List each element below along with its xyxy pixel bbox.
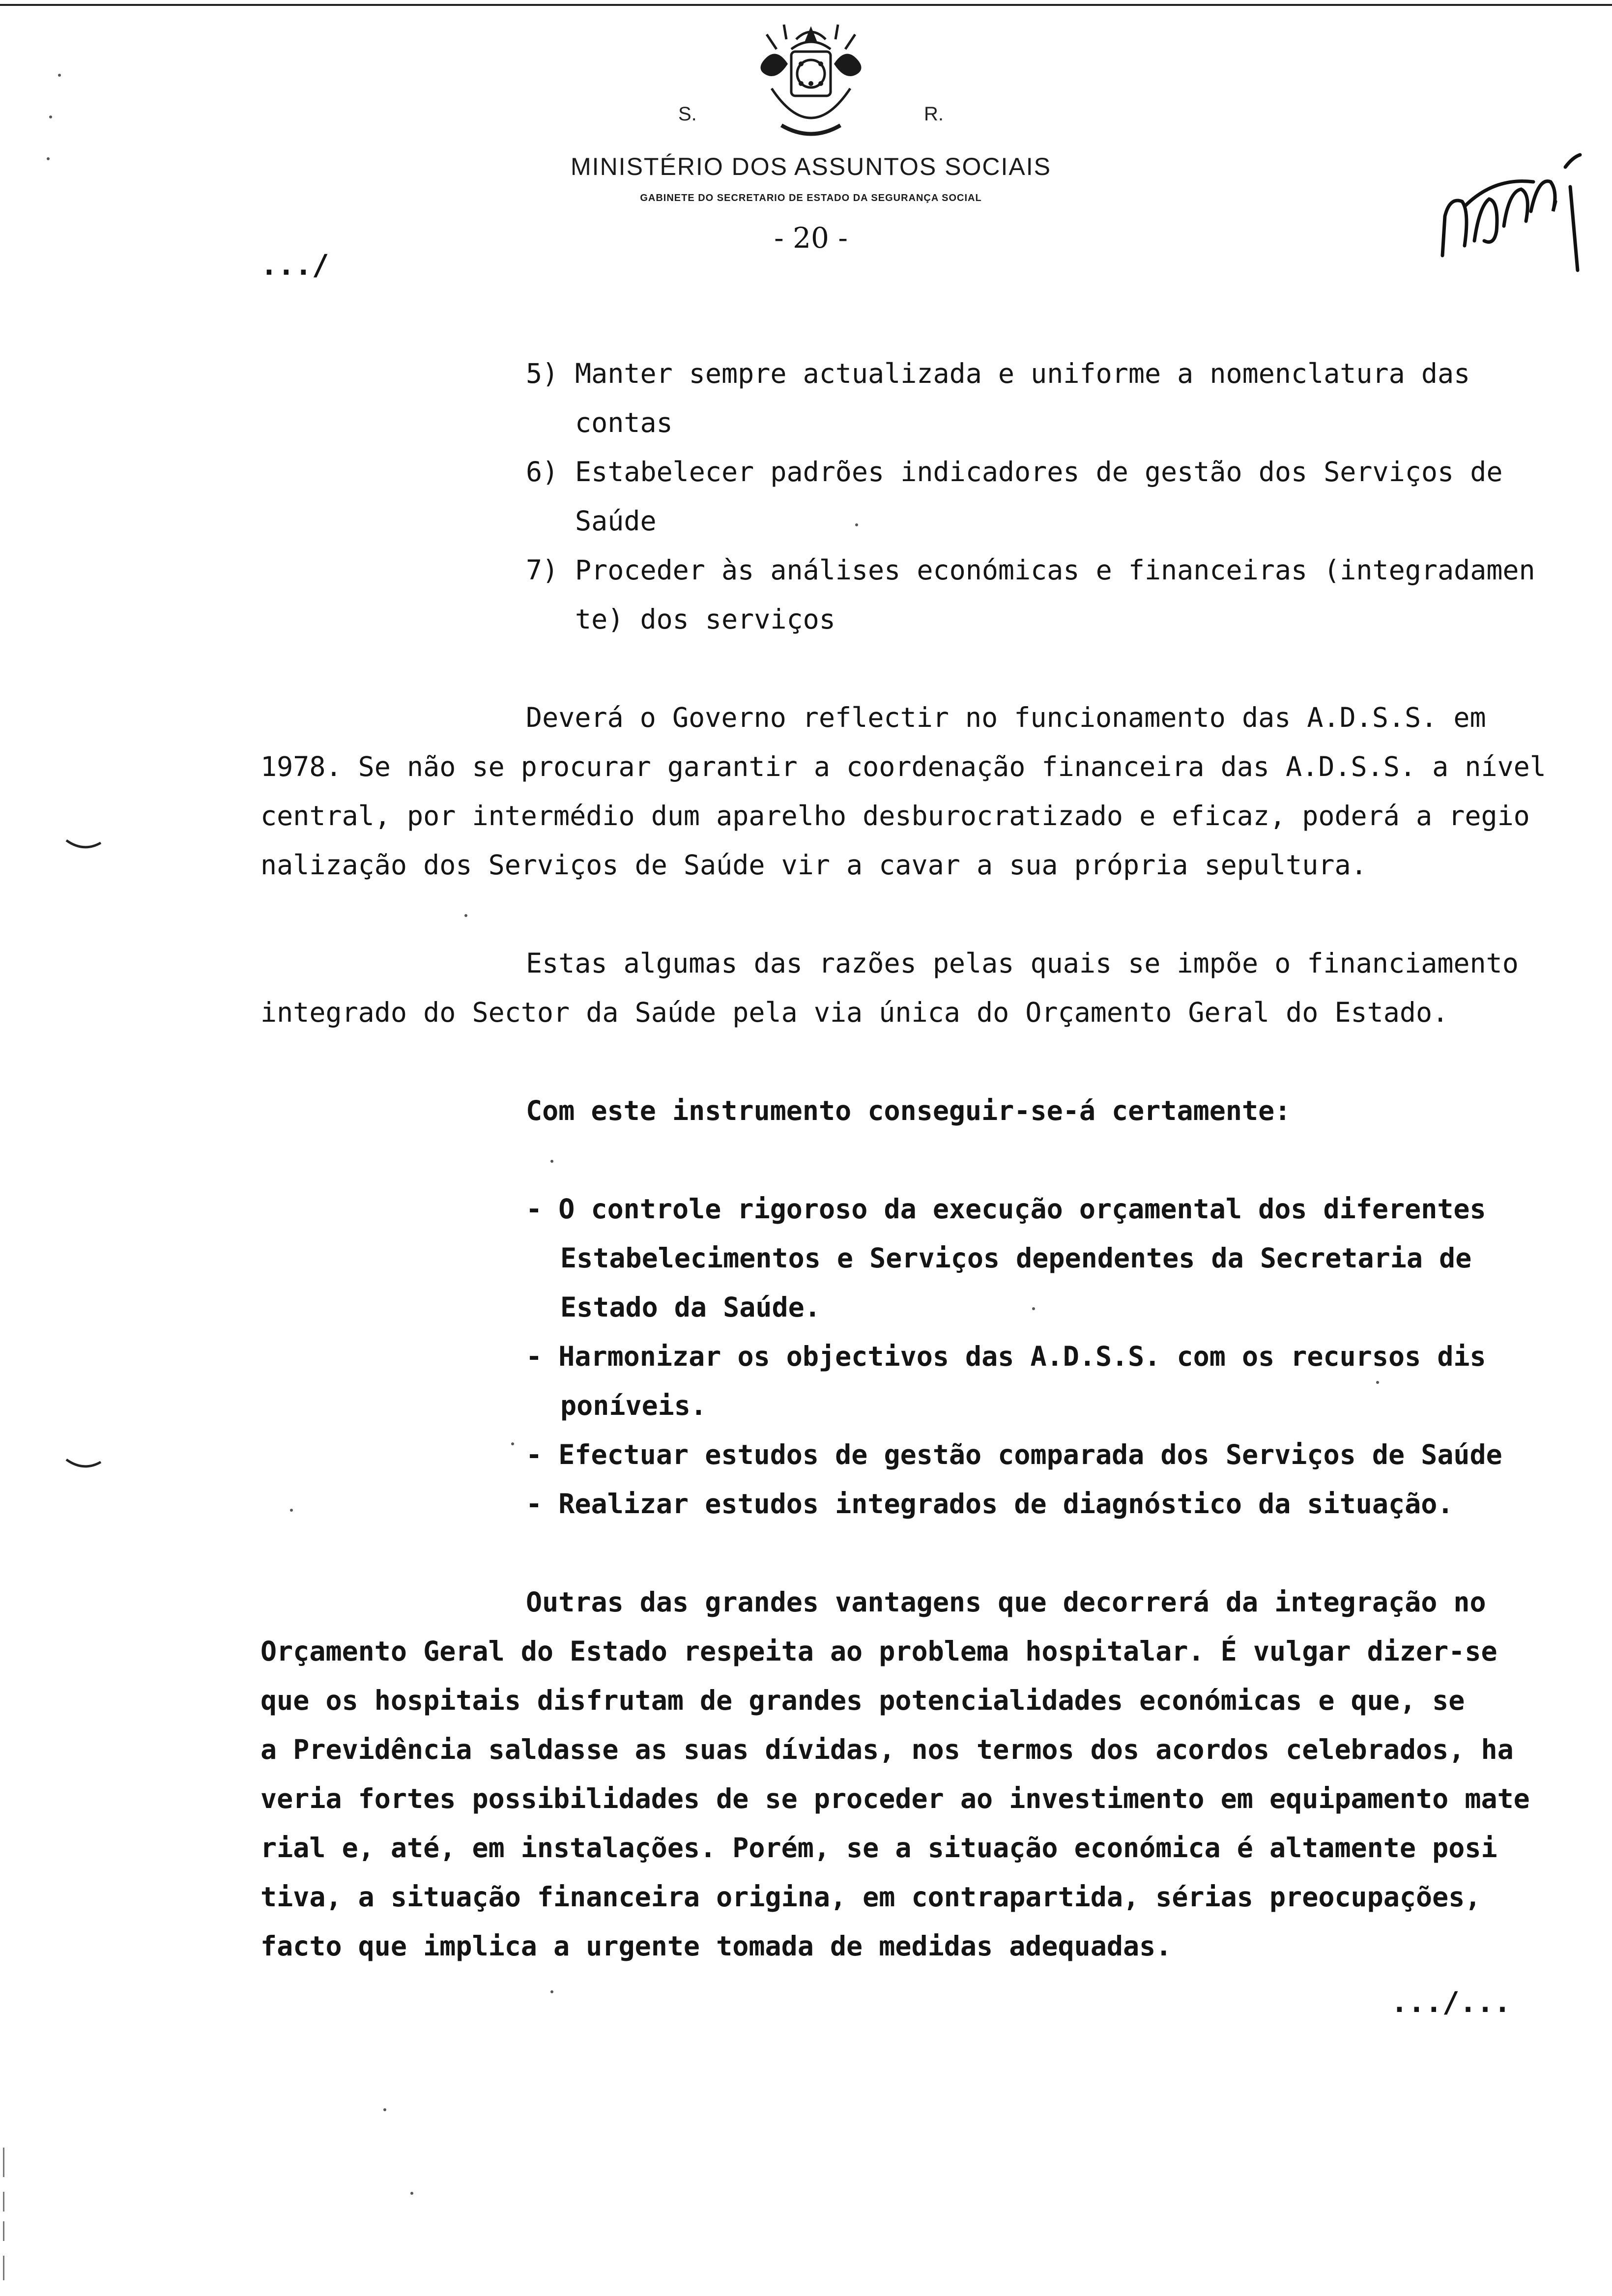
paragraph-line: Deverá o Governo reflectir no funcionamento das A.D.S.S. em xyxy=(526,702,1486,733)
paragraph-line: 1978. Se não se procurar garantir a coordenação financeira das A.D.S.S. a nível xyxy=(260,751,1546,782)
paragraph-line: Com este instrumento conseguir-se-á certamente: xyxy=(526,1095,1291,1126)
list-item-line: Estabelecer padrões indicadores de gestão dos Serviços de xyxy=(575,456,1503,488)
letterhead xyxy=(491,20,1130,226)
paragraph-line: integrado do Sector da Saúde pela via única do Orçamento Geral do Estado. xyxy=(260,997,1449,1028)
scan-speck xyxy=(1376,1381,1379,1384)
paragraph-line: central, por intermédio dum aparelho desburocratizado e eficaz, poderá a regio xyxy=(260,800,1530,832)
list-number: 6) xyxy=(526,456,559,488)
letterhead-left-initial: S. xyxy=(678,103,697,125)
bullet-line: - O controle rigoroso da execução orçamental dos diferentes xyxy=(526,1193,1486,1225)
ministry-name: MINISTÉRIO DOS ASSUNTOS SOCIAIS xyxy=(571,153,1051,180)
letterhead-right-initial: R. xyxy=(924,103,944,125)
list-item-line: te) dos serviços xyxy=(575,603,835,635)
bullet-line: Estado da Saúde. xyxy=(560,1292,821,1323)
bullet-line: - Efectuar estudos de gestão comparada dos Serviços de Saúde xyxy=(526,1439,1502,1470)
scan-edge-line xyxy=(3,2192,4,2211)
paragraph-line: a Previdência saldasse as suas dívidas, nos termos dos acordos celebrados, ha xyxy=(260,1734,1514,1765)
list-item-line: contas xyxy=(575,407,673,438)
coat-of-arms-seal-icon xyxy=(737,20,885,147)
paragraph-line: rial e, até, em instalações. Porém, se a situação económica é altamente posi xyxy=(260,1832,1497,1864)
top-border-line xyxy=(0,4,1612,6)
scan-speck xyxy=(511,1442,514,1445)
list-number: 7) xyxy=(526,554,559,586)
paragraph-line: Orçamento Geral do Estado respeita ao problema hospitalar. É vulgar dizer-se xyxy=(260,1636,1497,1667)
margin-punch-mark xyxy=(64,835,103,855)
bullet-line: poníveis. xyxy=(560,1390,707,1421)
scan-speck xyxy=(49,115,52,118)
paragraph-line: veria fortes possibilidades de se proceder ao investimento em equipamento mate xyxy=(260,1783,1530,1814)
page-number: - 20 - xyxy=(774,221,848,255)
continued-to-mark: .../... xyxy=(1391,1985,1511,2019)
list-item-line: Saúde xyxy=(575,505,657,537)
scan-speck xyxy=(855,523,858,526)
scan-speck xyxy=(464,914,467,917)
paragraph-line: Estas algumas das razões pelas quais se impõe o financiamento xyxy=(526,947,1519,979)
continued-from-mark: .../ xyxy=(260,248,329,282)
scan-edge-line xyxy=(3,2148,4,2177)
scan-speck xyxy=(1032,1307,1035,1310)
paragraph-line: Outras das grandes vantagens que decorrerá da integração no xyxy=(526,1586,1486,1618)
bullet-line: - Realizar estudos integrados de diagnóstico da situação. xyxy=(526,1488,1454,1520)
paragraph-line: nalização dos Serviços de Saúde vir a cavar a sua própria sepultura. xyxy=(260,849,1367,881)
paragraph-line: tiva, a situação financeira origina, em contrapartida, sérias preocupações, xyxy=(260,1881,1481,1913)
bullet-line: - Harmonizar os objectivos das A.D.S.S. com os recursos dis xyxy=(526,1341,1486,1372)
bullet-line: Estabelecimentos e Serviços dependentes da Secretaria de xyxy=(560,1242,1472,1274)
list-item-line: Manter sempre actualizada e uniforme a nomenclatura das xyxy=(575,358,1470,389)
paragraph-line: que os hospitais disfrutam de grandes potencialidades económicas e que, se xyxy=(260,1685,1465,1716)
scan-speck xyxy=(383,2108,386,2111)
handwritten-signature xyxy=(1435,147,1587,275)
paragraph-line: facto que implica a urgente tomada de medidas adequadas. xyxy=(260,1930,1172,1962)
scan-speck xyxy=(290,1509,293,1512)
scan-speck xyxy=(410,2192,413,2195)
office-name: GABINETE DO SECRETARIO DE ESTADO DA SEGURANÇA SOCIAL xyxy=(640,193,982,203)
scan-edge-line xyxy=(3,2221,4,2241)
scan-speck xyxy=(47,157,50,160)
scan-edge-line xyxy=(3,2256,4,2280)
scan-speck xyxy=(550,1160,553,1163)
scan-speck xyxy=(550,1990,553,1993)
list-item-line: Proceder às análises económicas e financeiras (integradamen xyxy=(575,554,1535,586)
scan-speck xyxy=(58,74,61,77)
margin-punch-mark xyxy=(64,1455,103,1474)
list-number: 5) xyxy=(526,358,559,389)
